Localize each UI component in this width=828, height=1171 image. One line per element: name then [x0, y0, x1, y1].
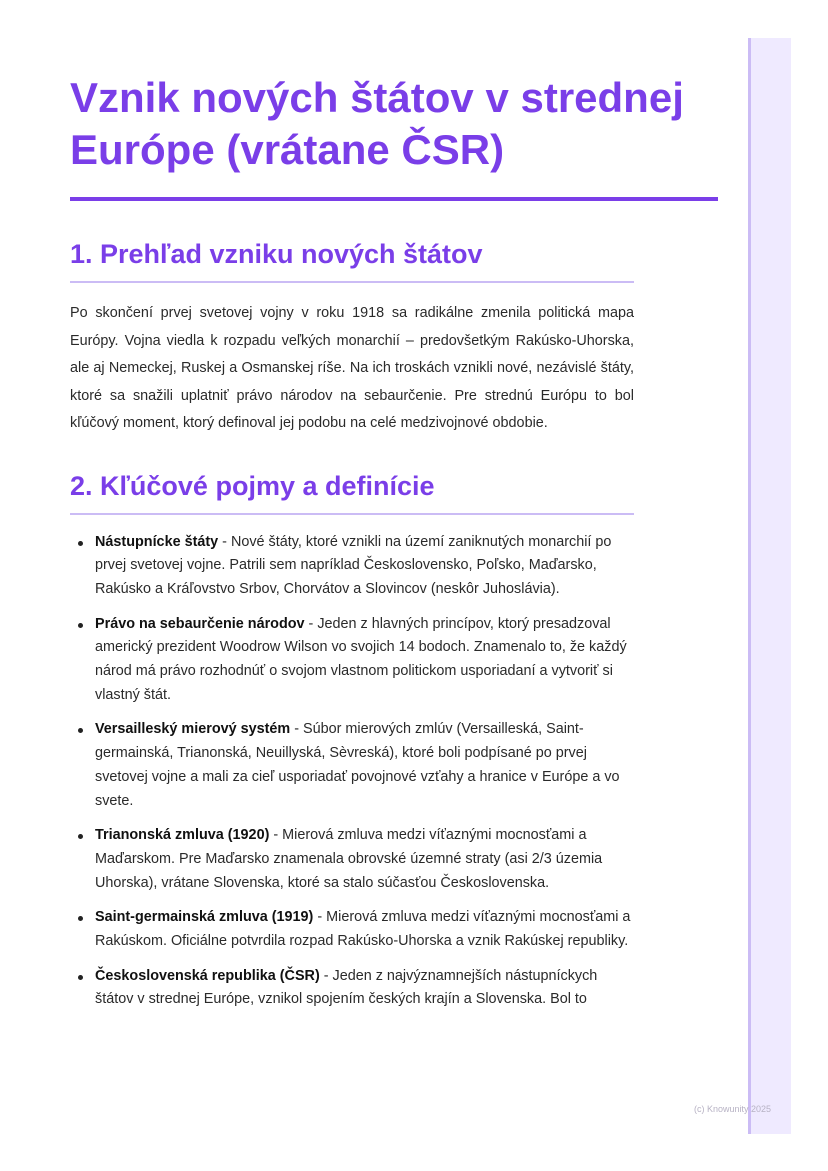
overview-paragraph: Po skončení prvej svetovej vojny v roku 1918 sa radikálne zmenila politická mapa Európy. Vojna viedla k rozpadu veľkých monarchií – predovšetkým Rakúsko-Uhorska, ale aj Nemeckej, Ruskej a Osmanskej ríše. Na ich troskách vznikli nové, nezávislé štáty, ktoré sa snažili uplatniť právo národov na sebaurčenie. Pre strednú Európu to bol kľúčový moment, ktorý definoval jej podobu na celé medzivojnové obdobie.	[70, 305, 634, 431]
list-item	[70, 906, 634, 953]
term-definition: - Mierová zmluva medzi víťaznými mocnosťami a Maďarskom. Pre Maďarsko znamenala obrovské územné straty (asi 2/3 územia Uhorska), vrátane Slovenska, ktoré sa stalo súčasťou Československa.	[95, 827, 603, 891]
section-divider	[70, 513, 634, 515]
side-panel	[748, 38, 791, 1134]
section-divider	[70, 281, 634, 283]
term-definition: - Jeden z hlavných princípov, ktorý presadzoval americký prezident Woodrow Wilson vo svojich 14 bodoch. Znamenalo to, že každý národ má právo rozhodnúť o svojom vlastnom politickom usporiadaní a vytvoriť si vlastný štát.	[95, 615, 627, 703]
term-definition: - Mierová zmluva medzi víťaznými mocnosťami a Rakúskom. Oficiálne potvrdila rozpad Rakúsko-Uhorska a vznik Rakúskej republiky.	[95, 909, 631, 950]
term-definition: - Súbor mierových zmlúv (Versailleská, Saint-germainská, Trianonská, Neuillyská, Sèvreská), ktoré boli podpísané po prvej svetovej vojne a mali za cieľ usporiadať povojnové vzťahy a hranice v Európe a vo svete.	[95, 721, 620, 809]
key-terms-list	[70, 531, 634, 1013]
list-item	[70, 718, 634, 813]
list-item	[70, 965, 634, 1012]
term-name: Československá republika (ČSR)	[95, 967, 320, 984]
document-content	[70, 0, 718, 1023]
section-key-terms	[70, 469, 718, 1013]
section-overview	[70, 237, 718, 438]
page-title: Vznik nových štátov v strednej Európe (vrátane ČSR)	[70, 74, 684, 173]
list-item	[70, 613, 634, 708]
section-heading-key-terms: 2. Kľúčové pojmy a definície	[70, 470, 435, 501]
term-name: Saint-germainská zmluva (1919)	[95, 909, 314, 926]
term-name: Trianonská zmluva (1920)	[95, 827, 270, 844]
term-name: Versailleský mierový systém	[95, 721, 291, 738]
title-divider	[70, 197, 718, 201]
section-heading-overview: 1. Prehľad vzniku nových štátov	[70, 239, 483, 269]
watermark: (c) Knowunity 2025	[694, 1104, 772, 1114]
list-item	[70, 531, 634, 602]
term-definition: - Jeden z najvýznamnejších nástupníckych štátov v strednej Európe, vznikol spojením českých krajín a Slovenska. Bol to	[95, 967, 598, 1008]
list-item	[70, 824, 634, 895]
term-name: Právo na sebaurčenie národov	[95, 615, 305, 632]
term-definition: - Nové štáty, ktoré vznikli na území zaniknutých monarchií po prvej svetovej vojne. Patrili sem napríklad Československo, Poľsko, Maďarsko, Rakúsko a Kráľovstvo Srbov, Chorvátov a Slovincov (neskôr Juhoslávia).	[95, 533, 612, 597]
term-name: Nástupnícke štáty	[95, 533, 219, 550]
